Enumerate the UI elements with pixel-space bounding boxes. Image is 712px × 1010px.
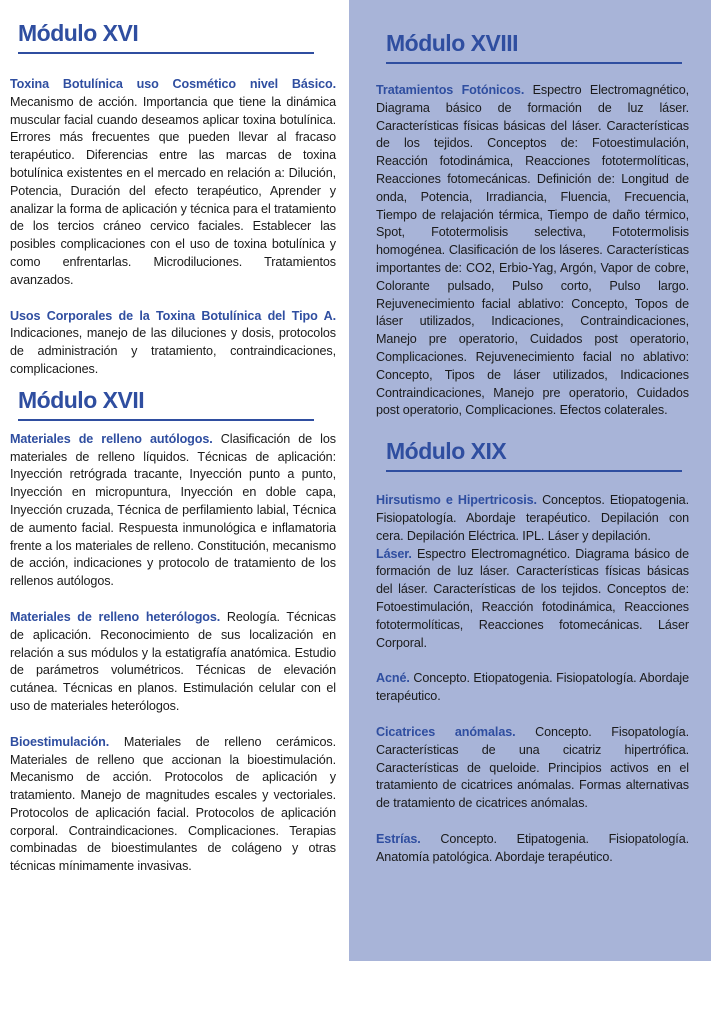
module-title: Módulo XVI bbox=[18, 20, 139, 46]
module-paragraph bbox=[376, 492, 689, 545]
topic-text: Concepto. Etiopatogenia. Fisiopatología. Abordaje terapéutico. bbox=[376, 671, 689, 704]
topic-heading: Acné. bbox=[376, 671, 410, 686]
module-16 bbox=[10, 18, 336, 379]
topic-heading: Estrías. bbox=[376, 831, 421, 846]
topic-text: Materiales de relleno cerámicos. Materiales de relleno que accionan la bioestimulación. Mecanismo de acción. Protocolos de aplicación y tratamiento. Manejo de magnitudes escales y vectoriales. Protocolos de aplicación facial. Protocolos de aplicación corporal. Contraindicaciones. Complicaciones. Terapias combinadas de bioestimulantes de colágeno y otras técnicas mínimamente invasivas. bbox=[10, 734, 336, 874]
topic-heading: Bioestimulación. bbox=[10, 734, 110, 749]
topic-text: Espectro Electromagnético, Diagrama básico de formación de luz láser. Características físicas básicas del láser. Características de los tejidos. Conceptos de: Fotoestimulación, Reacción fotodinámica, Reacciones fototermolíticas, Reacciones fotomecánicas. Definición de: Longitud de onda, Potencia, Irradiancia, Fluencia, Frecuencia, Tiempo de relajación térmica, Tiempo de daño térmico, Spot, Fototermolisis selectiva, Fototermolisis homogénea. Clasificación de los láseres. Características importantes de: CO2, Erbio-Yag, Argón, Vapor de cobre, Colorante pulsado, Pulso corto, Pulso largo. Rejuvenecimiento facial ablativo: Concepto, Topos de láser utilizados, Indicaciones, Contraindicaciones, Manejo pre operatorio, Cuidados post operatorio, Complicaciones. Rejuvenecimiento facial no ablativo: Concepto, Tipos de láser utilizados, Indicaciones Contraindicaciones, Manejo pre operatorio, Cuidados post operatorio, Complicaciones. Efectos colaterales. bbox=[376, 83, 689, 418]
topic-text: Conceptos. Etiopatogenia. Fisiopatología. Abordaje terapéutico. Depilación con cera. Depilación Eléctrica. IPL. Láser y depilación. bbox=[376, 493, 689, 543]
module-paragraph bbox=[376, 546, 689, 653]
topic-heading: Tratamientos Fotónicos. bbox=[376, 83, 525, 97]
title-underline bbox=[386, 470, 682, 472]
title-underline bbox=[386, 62, 682, 64]
topic-heading: Materiales de relleno autólogos. bbox=[10, 431, 213, 446]
topic-text: Clasificación de los materiales de relleno líquidos. Técnicas de aplicación: Inyección retrógrada tracante, Inyección punto a punto, Inyección en micropuntura, Inyección en doble capa, Inyección cruzada, Técnica de perfilamiento labial, Técnica de aumento facial. Respuesta inmunológica e inflamatoria frente a los materiales de relleno. Constitución, mecanismo de acción, indicaciones y protocolo de tratamiento de los rellenos autólogos. bbox=[10, 431, 336, 589]
topic-heading: Cicatrices anómalas. bbox=[376, 724, 516, 739]
module-19 bbox=[376, 436, 689, 866]
topic-heading: Toxina Botulínica uso Cosmético nivel Básico. bbox=[10, 77, 336, 91]
topic-text: Reología. Técnicas de aplicación. Reconocimiento de sus localización en relación a sus módulos y la estatigrafía anatómica. Estudio de parámetros volumétricos. Técnicas de elevación cutánea. Técnicas en planos. Estimulación celular con el uso de materiales heterólogos. bbox=[10, 609, 336, 713]
module-title: Módulo XIX bbox=[386, 438, 507, 465]
module-paragraph bbox=[10, 431, 336, 591]
title-underline bbox=[18, 419, 314, 421]
module-title: Módulo XVII bbox=[18, 386, 145, 413]
topic-heading: Láser. bbox=[376, 546, 412, 561]
module-paragraph bbox=[376, 82, 689, 420]
module-paragraph bbox=[376, 724, 689, 813]
topic-text: Indicaciones, manejo de las diluciones y dosis, protocolos de administración y tratamiento, contraindicaciones, complicaciones. bbox=[10, 326, 336, 376]
module-paragraph bbox=[10, 734, 336, 876]
topic-text: Espectro Electromagnético. Diagrama básico de formación de luz láser. Características físicas básicas del láser. Características de los tejidos. Conceptos de: Fotoestimulación, Reacción fotodinámica, Reacciones fototermolíticas, Reacciones fotomecánicas. Láser Corporal. bbox=[376, 546, 689, 650]
module-title: Módulo XVIII bbox=[386, 30, 518, 56]
module-paragraph bbox=[10, 76, 336, 290]
left-column bbox=[10, 18, 336, 876]
topic-text: Concepto. Etipatogenia. Fisiopatología. Anatomía patológica. Abordaje terapéutico. bbox=[376, 831, 689, 864]
module-paragraph bbox=[10, 609, 336, 716]
title-underline bbox=[18, 52, 314, 54]
module-17 bbox=[10, 385, 336, 876]
right-column-panel bbox=[349, 0, 711, 961]
topic-text: Mecanismo de acción. Importancia que tiene la dinámica muscular facial cuando deseamos aplicar toxina botulínica. Errores más frecuentes que pueden llevar al fracaso terapéutico. Diferencias entre las marcas de toxina botulínica existentes en el mercado en relación a: Dilución, Potencia, Duración del efecto terapéutico, Aprender y analizar la forma de aplicación y técnica para el tratamiento de los tercios cráneo cervico faciales. Establecer las posibles complicaciones con el uso de toxina botulínica y como enfrentarlas. Microdiluciones. Tratamientos avanzados. bbox=[10, 94, 336, 287]
module-paragraph bbox=[376, 831, 689, 867]
module-paragraph bbox=[376, 670, 689, 706]
topic-heading: Hirsutismo e Hipertricosis. bbox=[376, 493, 537, 508]
module-paragraph bbox=[10, 308, 336, 379]
topic-text: Concepto. Fisopatología. Características de una cicatriz hipertrófica. Características de queloide. Principios activos en el tratamiento de cicatrices anómalas. Formas alternativas de tratamiento de cicatrices anómalas. bbox=[376, 724, 689, 811]
module-18 bbox=[376, 28, 689, 420]
topic-heading: Materiales de relleno heterólogos. bbox=[10, 609, 221, 624]
topic-heading: Usos Corporales de la Toxina Botulínica del Tipo A. bbox=[10, 308, 336, 323]
